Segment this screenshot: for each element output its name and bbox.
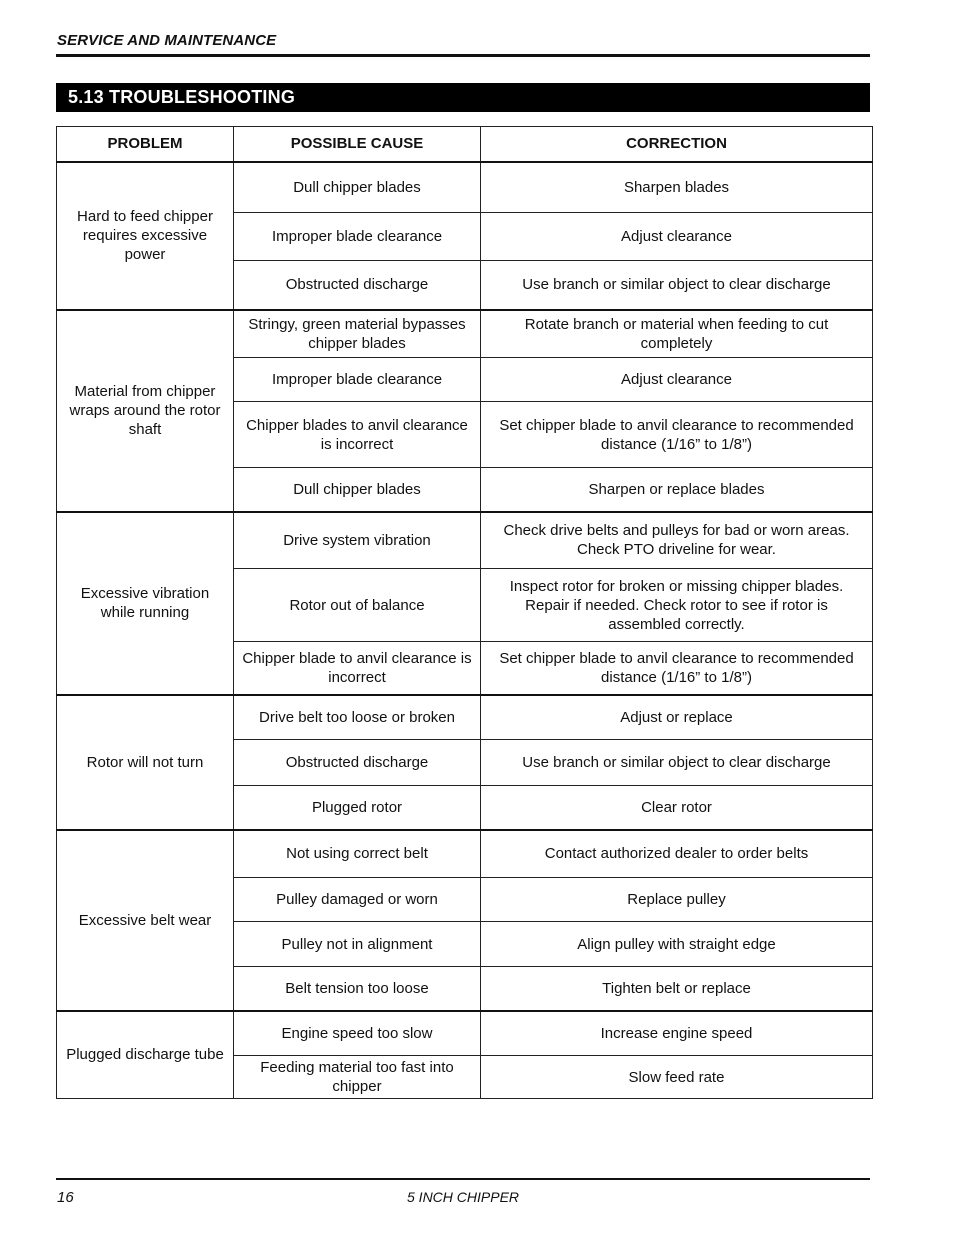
header-rule bbox=[56, 54, 870, 57]
document-title: 5 INCH CHIPPER bbox=[407, 1189, 520, 1205]
problem-cell: Plugged discharge tube bbox=[57, 1011, 234, 1099]
table-row bbox=[57, 695, 873, 740]
cause-cell: Engine speed too slow bbox=[234, 1011, 481, 1056]
table-row bbox=[57, 310, 873, 358]
problem-cell: Excessive vibration while running bbox=[57, 512, 234, 695]
problem-cell: Hard to feed chipper requires excessive power bbox=[57, 162, 234, 310]
table-row bbox=[57, 1011, 873, 1056]
correction-cell: Increase engine speed bbox=[481, 1011, 873, 1056]
correction-cell: Align pulley with straight edge bbox=[481, 922, 873, 967]
cause-cell: Improper blade clearance bbox=[234, 358, 481, 402]
running-head: SERVICE AND MAINTENANCE bbox=[57, 32, 277, 49]
table-row bbox=[57, 512, 873, 569]
page-number: 16 bbox=[57, 1189, 74, 1206]
table-row bbox=[57, 162, 873, 213]
correction-cell: Sharpen or replace blades bbox=[481, 468, 873, 512]
cause-cell: Dull chipper blades bbox=[234, 162, 481, 213]
table-row bbox=[57, 830, 873, 878]
cause-cell: Feeding material too fast into chipper bbox=[234, 1056, 481, 1099]
correction-cell: Adjust clearance bbox=[481, 213, 873, 261]
column-header-correction: CORRECTION bbox=[481, 127, 873, 162]
correction-cell: Use branch or similar object to clear discharge bbox=[481, 740, 873, 786]
correction-cell: Slow feed rate bbox=[481, 1056, 873, 1099]
cause-cell: Chipper blades to anvil clearance is incorrect bbox=[234, 402, 481, 468]
cause-cell: Obstructed discharge bbox=[234, 261, 481, 310]
problem-cell: Material from chipper wraps around the rotor shaft bbox=[57, 310, 234, 512]
correction-cell: Rotate branch or material when feeding to cut completely bbox=[481, 310, 873, 358]
correction-cell: Adjust or replace bbox=[481, 695, 873, 740]
cause-cell: Stringy, green material bypasses chipper blades bbox=[234, 310, 481, 358]
section-title-bar bbox=[56, 83, 870, 112]
table-header-row bbox=[57, 127, 873, 162]
section-title: 5.13 TROUBLESHOOTING bbox=[68, 87, 296, 107]
cause-cell: Pulley damaged or worn bbox=[234, 878, 481, 922]
cause-cell: Not using correct belt bbox=[234, 830, 481, 878]
table-body bbox=[57, 162, 873, 1099]
correction-cell: Inspect rotor for broken or missing chipper blades. Repair if needed. Check rotor to see if rotor is assembled correctly. bbox=[481, 569, 873, 642]
correction-cell: Adjust clearance bbox=[481, 358, 873, 402]
cause-cell: Drive system vibration bbox=[234, 512, 481, 569]
correction-cell: Clear rotor bbox=[481, 786, 873, 830]
correction-cell: Set chipper blade to anvil clearance to recommended distance (1/16” to 1/8”) bbox=[481, 642, 873, 695]
correction-cell: Contact authorized dealer to order belts bbox=[481, 830, 873, 878]
correction-cell: Sharpen blades bbox=[481, 162, 873, 213]
cause-cell: Obstructed discharge bbox=[234, 740, 481, 786]
cause-cell: Pulley not in alignment bbox=[234, 922, 481, 967]
cause-cell: Chipper blade to anvil clearance is incorrect bbox=[234, 642, 481, 695]
cause-cell: Belt tension too loose bbox=[234, 967, 481, 1011]
correction-cell: Set chipper blade to anvil clearance to recommended distance (1/16” to 1/8”) bbox=[481, 402, 873, 468]
troubleshooting-table bbox=[56, 126, 873, 1099]
cause-cell: Improper blade clearance bbox=[234, 213, 481, 261]
correction-cell: Use branch or similar object to clear discharge bbox=[481, 261, 873, 310]
cause-cell: Rotor out of balance bbox=[234, 569, 481, 642]
footer-rule bbox=[56, 1178, 870, 1180]
correction-cell: Tighten belt or replace bbox=[481, 967, 873, 1011]
problem-cell: Rotor will not turn bbox=[57, 695, 234, 830]
column-header-problem: PROBLEM bbox=[57, 127, 234, 162]
cause-cell: Plugged rotor bbox=[234, 786, 481, 830]
problem-cell: Excessive belt wear bbox=[57, 830, 234, 1011]
correction-cell: Replace pulley bbox=[481, 878, 873, 922]
column-header-cause: POSSIBLE CAUSE bbox=[234, 127, 481, 162]
cause-cell: Dull chipper blades bbox=[234, 468, 481, 512]
cause-cell: Drive belt too loose or broken bbox=[234, 695, 481, 740]
correction-cell: Check drive belts and pulleys for bad or worn areas. Check PTO driveline for wear. bbox=[481, 512, 873, 569]
